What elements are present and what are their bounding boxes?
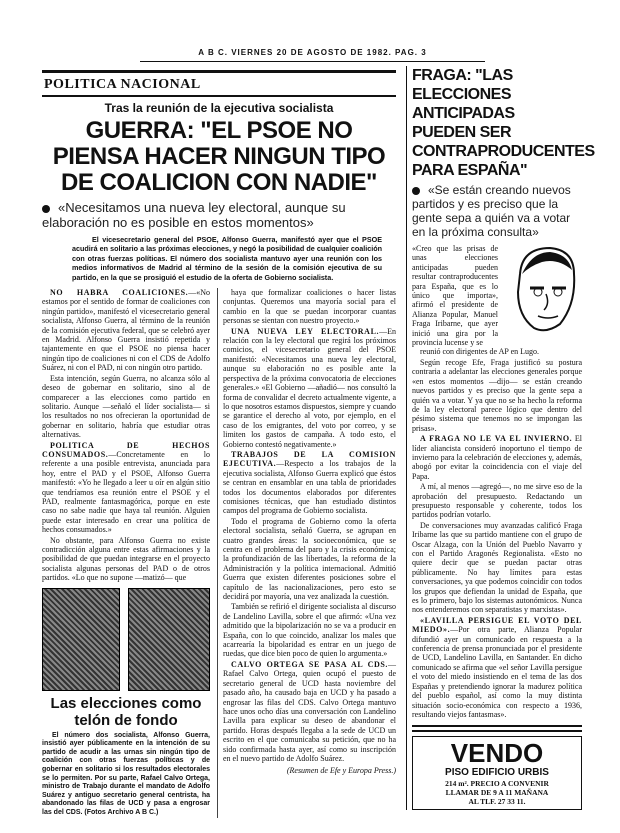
bullet-icon <box>42 205 50 213</box>
paragraph <box>223 602 396 658</box>
paragraph-text: También se refirió el dirigente socialista al discurso de Landelino Lavilla, sobre el que afirmó: «Una vez admitido que la bipolarización no se va a producir en España, con lo que coincido, analizar los males que acarrearía la bipolaridad es entrar en un juego de ruedas, que dice bien poco de quien lo argumenta.» <box>223 602 396 659</box>
ad-line: AL TLF. 27 33 11. <box>468 797 526 807</box>
article-kicker: Tras la reunión de la ejecutiva socialista <box>104 101 334 115</box>
paragraph-text: —Por otra parte, Alianza Popular difundió ayer un comunicado en respuesta a la conferencia de prensa pronunciada por el presidente de UCD, Landelino Lavilla, en Santander. En dicho comunicado se afirma que «el señor Lavilla persigue el voto del miedo insistiendo en el tema de las dos Españas y pretendiendo ignorar la madurez política del pueblo español, así como la muy distinta situación socio-económica con respecto a 1936, resultando viejos fantasmas». <box>412 625 582 719</box>
side-deck <box>412 183 582 239</box>
paragraph <box>223 450 396 516</box>
photo-caption-title: Las elecciones como telón de fondo <box>50 694 202 729</box>
paragraph-subhead: NO HABRA COALICIONES. <box>50 288 189 298</box>
paragraph-text: —Rafael Calvo Ortega, quien ocupó el puesto de secretario general de UCD hasta noviembre del pasado año, ha causado baja en UCD y ha pasado a engrosar las filas del CDS. Calvo Ortega mantuvo hace unos ocho días una conversación con Landelino Lavilla para explicar su deseo de abandonar el partido. Horas después llegaba a la sede de UCD un escrito en el que comunicaba su petición, que no ha sido confirmada hasta ayer, así como su inscripción en el nuevo partido de Adolfo Suárez. <box>223 659 396 763</box>
column-2-wrapper <box>217 288 396 818</box>
paragraph-text: Según recoge Efe, Fraga justificó su postura contraria a adelantar las elecciones generales porque «en estos momentos —dijo— se están creando nuevos partidos y es preciso que la gente sepa a quién va a votar. Y ya que no se ha hecho la reforma de la ley electoral parece lógico que dentro del pésimo sistema que tenemos no se impongan las prisas». <box>412 357 582 433</box>
ad-title: VENDO <box>450 738 544 769</box>
divider <box>140 61 485 62</box>
bullet-icon <box>412 187 420 195</box>
paragraph-subhead: CALVO ORTEGA SE PASA AL CDS. <box>231 659 388 669</box>
article-deck <box>42 200 396 230</box>
paragraph-text: haya que formalizar coaliciones o hacer listas conjuntas. Queremos una mayoría social para el cambio en la que se puedan incorporar cuantas personas se sientan con nuestro proyecto.» <box>223 288 396 326</box>
paragraph <box>412 347 582 356</box>
paragraph-text: —En relación con la ley electoral que regirá los próximos comicios, el vicesecretario general del PSOE manifestó: «Necesitamos una nueva ley electoral, aunque su elaboración no es posible ante la perspectiva de la próxima convocatoria de elecciones generales.» «El Gobierno —añadió— nos consultó la forma de convalidar el decreto actualmente vigente, a lo que nosotros estamos dispuestos, siempre y cuando se garantice el derecho al voto, por ejemplo, en el caso de los emigrantes, del voto por correo, y se limiten los gastos de campaña. A todo esto, el Gobierno contestó negativamente.» <box>223 326 396 449</box>
column-1 <box>42 288 210 583</box>
paragraph <box>42 441 210 535</box>
classified-ad <box>412 736 582 810</box>
side-headline: FRAGA: "LAS ELECCIONES ANTICIPADAS PUEDEN SER CONTRAPRODUCENTES PARA ESPAÑA" <box>412 67 595 179</box>
paragraph-subhead: TRABAJOS DE LA COMISION EJECUTIVA. <box>223 449 396 469</box>
classified-ad-wrapper <box>412 725 582 810</box>
main-article <box>42 70 396 818</box>
divider <box>412 725 582 727</box>
paragraph-text: Todo el programa de Gobierno como la oferta electoral socialista, señaló Guerra, se agrupan en cuatro grandes áreas: la socioeconómica, que se centra en el problema del paro y la crisis económica; la profundización de las libertades, la reforma de la Administración y la política internacional. Admitió Guerra que existen diferentes posiciones sobre el capítulo de las nacionalizaciones, pero esto se decidirá por mayoría, una vez analizada la cuestión. <box>223 516 396 602</box>
paragraph-text: —Concretamente en lo referente a una posible entrevista, anunciada para hoy, entre el PAD y el PSOE, Alfonso Guerra manifestó: «Yo he llegado a leer u oír en algún sitio que tendríamos esa reunión entre el PSOE y el PAD, realmente fantasmagórica, porque en este caso no sabe nadie que haya tal reunión. Alguien puede estar interesado en crear una política de hechos consumados.» <box>42 449 210 535</box>
paragraph-subhead: A FRAGA NO LE VA EL INVIERNO. <box>420 434 573 444</box>
paragraph <box>412 521 582 615</box>
paragraph <box>223 327 396 449</box>
paragraph <box>412 482 582 520</box>
paragraph <box>42 288 210 373</box>
paragraph <box>412 616 582 719</box>
divider <box>412 730 582 732</box>
ad-line: 214 m². PRECIO A CONVENIR <box>445 779 549 789</box>
ad-line: PISO EDIFICIO URBIS <box>445 767 549 779</box>
paragraph-subhead: POLITICA DE HECHOS CONSUMADOS. <box>42 440 210 459</box>
article-headline: GUERRA: "EL PSOE NO PIENSA HACER NINGUN TIPO DE COALICION CON NADIE" <box>52 117 386 196</box>
paragraph <box>223 517 396 602</box>
paragraph-text: reunió con dirigentes de AP en Lugo. <box>420 347 540 357</box>
paragraph-text: De conversaciones muy avanzadas calificó Fraga Iribarne las que su partido mantiene con el grupo de Oscar Alzaga, con la Unión del Pueblo Navarro y con el Partido Aragonés Regionalista. «Esto no quiere decir que se puedan pactar otras públicamente. No hay límites para estas conversaciones, ya que podemos coincidir con todos los grupos que defiendan la unidad de España, que es lo primero, bajo los sistemas autonómicos. Nunca nos entenderemos con separatistas y marxistas». <box>412 520 582 615</box>
column-2 <box>223 288 396 763</box>
paragraph-text: Esta intención, según Guerra, no alcanza sólo al deseo de gobernar en solitario, sino al de comparecer a las elecciones como partido en solitario. Aunque —señaló el líder socialista— si los resultados no nos ofrecieran la oportunidad de gobernar en solitario, habría que estudiar otras alternativas. <box>42 373 210 440</box>
photo-row <box>42 588 210 691</box>
paragraph <box>412 358 582 433</box>
photo-caption: El número dos socialista, Alfonso Guerra, insistió ayer públicamente en la intención de su partido de acudir a las urnas sin ningún tipo de coalición con otras fuerzas políticas y de gobernar en solitario si los resultados electorales se lo permiten. Por su parte, Rafael Calvo Ortega, ministro de Trabajo durante el mandato de Adolfo Suárez y antiguo secretario general centrista, ha abandonado las filas de UCD y pasa a engrosar las del CDS. (Fotos Archivo A B C.) <box>42 731 210 816</box>
paragraph-text: No obstante, para Alfonso Guerra no existe contradicción alguna entre estas afirmaciones y la posibilidad de que puedan integrarse en el proyecto socialista algunas personas del PAD o de otros partidos. «Lo que no supone —matizó— que <box>42 535 210 583</box>
side-body-wrapper <box>412 244 582 719</box>
paragraph <box>42 536 210 583</box>
paragraph-subhead: «LAVILLA PERSIGUE EL VOTO DEL MIEDO». <box>412 615 582 635</box>
paragraph-text: El líder aliancista consideró inoportuno el tiempo de invierno para la celebración de elecciones y, además, abogó por evitar la coincidencia con el viaje del Papa. <box>412 434 582 481</box>
page-folio: A B C. VIERNES 20 DE AGOSTO DE 1982. PAG. 3 <box>198 48 427 57</box>
paragraph <box>223 660 396 763</box>
section-title: POLITICA NACIONAL <box>42 70 396 97</box>
paragraph <box>223 288 396 326</box>
paragraph <box>412 434 582 481</box>
paragraph-subhead: UNA NUEVA LEY ELECTORAL. <box>231 326 380 336</box>
photo-calvo-ortega <box>128 588 210 691</box>
side-wrap-text: «Creo que las prisas de unas elecciones anticipadas pueden resultar contraproducentes para España, que es lo único que importa», afirmó el presidente de Alianza Popular, Manuel Fraga Iribarne, que ayer inició una gira por la provincia lucense y se <box>412 244 498 348</box>
paragraph-text: —«No estamos por el sentido de formar de coaliciones con ningún partido», manifestó el vicesecretario general socialista, Alfonso Guerra, al término de la reunión de la comisión ejecutiva federal, que se celebró ayer en Madrid. Alfonso Guerra insistió repetida y tajantemente en que el PSOE no piensa hacer ningún tipo de coaliciones ni con el CDS de Adolfo Suárez, ni con el PAD, ni con ningún otro partido. <box>42 288 210 373</box>
ad-line: LLAMAR DE 9 A 11 MAÑANA <box>445 788 549 798</box>
side-body <box>412 347 582 719</box>
paragraph-text: A mí, al menos —agregó—, no me sirve eso de la aprobación del presupuesto. Redactando un presupuesto responsable y coherente, todos los partidos podrían votarlo. <box>412 482 582 520</box>
article-columns <box>42 288 396 818</box>
deck-text: «Necesitamos una nueva ley electoral, aunque su elaboración no es posible en estos momentos» <box>42 200 346 230</box>
photo-guerra <box>42 588 120 691</box>
side-article <box>406 66 595 810</box>
article-credit: (Resumen de Efe y Europa Press.) <box>286 766 396 776</box>
column-1-wrapper <box>42 288 210 818</box>
fraga-portrait <box>502 244 582 336</box>
article-lead: El vicesecretario general del PSOE, Alfonso Guerra, manifestó ayer que el PSOE acudirá en solitario a las próximas elecciones, y negó la posibilidad de cualquier coalición con otras fuerzas políticas. El número dos socialista mantuvo ayer una reunión con los medios informativos de Madrid al término de la sesión de la comisión ejecutiva de su partido, en la que se prosiguió el estudio de la oferta de Gobierno socialista. <box>72 235 382 282</box>
deck-text: «Se están creando nuevos partidos y es preciso que la gente sepa a quién va a votar en la próxima consulta» <box>412 183 571 239</box>
paragraph <box>42 374 210 440</box>
paragraph-text: —Respecto a los trabajos de la ejecutiva socialista, Alfonso Guerra explicó que éstos se centran en ensamblar en una tabla de prioridades todos los documentos elaborados por diferentes comisiones técnicas, que han estudiado distintos campos del programa de Gobierno socialista. <box>223 459 396 516</box>
